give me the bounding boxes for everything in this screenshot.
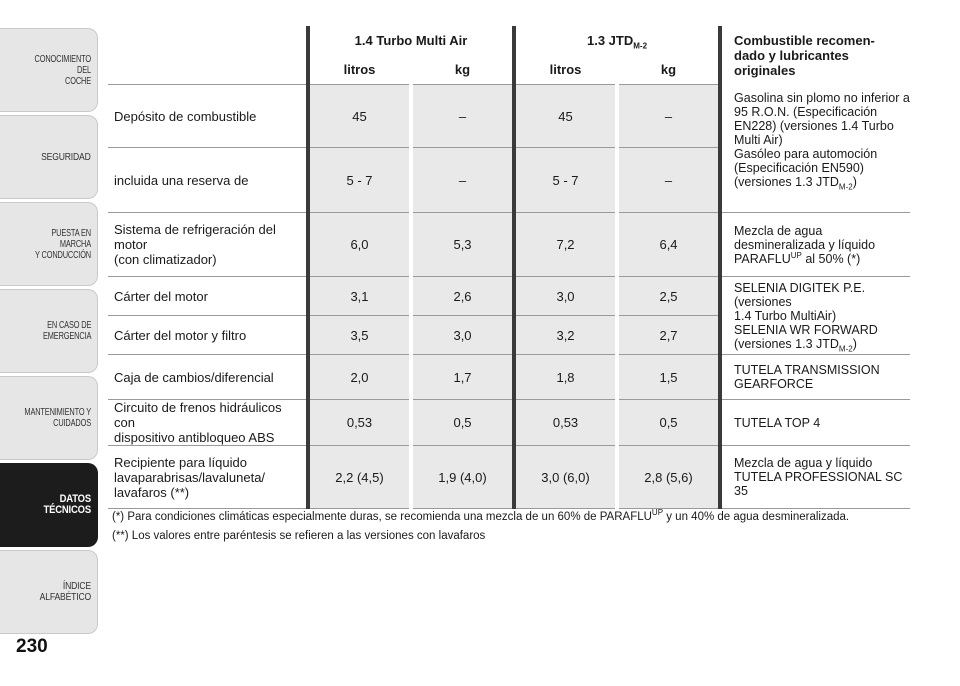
cell-diesel-kg: 1,5 <box>617 355 720 400</box>
tab-label: CONOCIMIENTO DEL COCHE <box>34 53 91 87</box>
cell-petrol-liters: 2,0 <box>308 355 411 400</box>
cell-diesel-liters: 3,0 (6,0) <box>514 446 617 509</box>
footnote-headlamp-washers: (**) Los valores entre paréntesis se refieren a las versiones con lavafaros <box>112 530 486 542</box>
cell-petrol-liters: 45 <box>308 85 411 148</box>
spec-gearbox: TUTELA TRANSMISSION GEARFORCE <box>720 355 910 400</box>
cell-diesel-liters: 1,8 <box>514 355 617 400</box>
row-label: incluida una reserva de <box>108 148 308 213</box>
cell-diesel-liters: 3,0 <box>514 277 617 316</box>
table-row <box>108 446 910 509</box>
cell-diesel-kg: 6,4 <box>617 213 720 277</box>
footnotes <box>112 508 902 546</box>
header-engine-petrol: 1.4 Turbo Multi Air <box>308 26 514 54</box>
row-label: Cárter del motor y filtro <box>108 316 308 355</box>
cell-petrol-kg: 3,0 <box>411 316 514 355</box>
header-unit-liters: litros <box>514 54 617 85</box>
tab-datos-tecnicos[interactable] <box>0 463 98 547</box>
table-row <box>108 85 910 148</box>
tab-en-caso-de-emergencia[interactable] <box>0 289 98 373</box>
header-unit-liters: litros <box>308 54 411 85</box>
header-unit-kg: kg <box>411 54 514 85</box>
row-label: Caja de cambios/diferencial <box>108 355 308 400</box>
cell-petrol-liters: 2,2 (4,5) <box>308 446 411 509</box>
cell-petrol-kg: – <box>411 148 514 213</box>
tab-mantenimiento-y-cuidados[interactable] <box>0 376 98 460</box>
cell-petrol-liters: 5 - 7 <box>308 148 411 213</box>
cell-diesel-kg: – <box>617 148 720 213</box>
row-label: Cárter del motor <box>108 277 308 316</box>
table-row <box>108 277 910 316</box>
tab-label: DATOS TÉCNICOS <box>43 493 91 516</box>
table-row <box>108 400 910 446</box>
tab-conocimiento-del-coche[interactable] <box>0 28 98 112</box>
cell-petrol-kg: 5,3 <box>411 213 514 277</box>
cell-diesel-kg: 0,5 <box>617 400 720 446</box>
cell-diesel-liters: 7,2 <box>514 213 617 277</box>
cell-diesel-liters: 3,2 <box>514 316 617 355</box>
footnote-coolant: (*) Para condiciones climáticas especialmente duras, se recomienda una mezcla de un 60% de $PARAFLU^{UP}$ y un 40% de agua desmineralizada. <box>112 508 850 523</box>
header-unit-kg: kg <box>617 54 720 85</box>
row-label: Depósito de combustible <box>108 85 308 148</box>
row-label: Recipiente para líquido lavaparabrisas/lavaluneta/ lavafaros (**) <box>108 446 308 509</box>
tab-indice-alfabetico[interactable] <box>0 550 98 634</box>
cell-petrol-liters: 3,1 <box>308 277 411 316</box>
tab-label: PUESTA EN MARCHA Y CONDUCCIÓN <box>34 227 91 261</box>
tab-seguridad[interactable] <box>0 115 98 199</box>
tab-label: SEGURIDAD <box>41 151 91 163</box>
cell-petrol-liters: 0,53 <box>308 400 411 446</box>
tab-label: EN CASO DE EMERGENCIA <box>42 320 91 342</box>
header-empty <box>108 26 308 54</box>
header-empty <box>108 54 308 85</box>
cell-diesel-kg: 2,8 (5,6) <box>617 446 720 509</box>
cell-diesel-kg: 2,7 <box>617 316 720 355</box>
cell-diesel-liters: 5 - 7 <box>514 148 617 213</box>
cell-petrol-kg: 0,5 <box>411 400 514 446</box>
capacities-table <box>108 26 910 509</box>
spec-brakes: TUTELA TOP 4 <box>720 400 910 446</box>
table-header-engines <box>108 26 910 54</box>
chapter-tabs <box>0 0 100 686</box>
header-spec: Combustible recomen- dado y lubricantes originales <box>720 26 910 85</box>
cell-diesel-kg: 2,5 <box>617 277 720 316</box>
page-number: 230 <box>16 636 48 657</box>
header-engine-diesel: 1.3 $JTD_{M-2}$ <box>514 26 720 54</box>
cell-petrol-kg: 1,9 (4,0) <box>411 446 514 509</box>
spec-fuel: Gasolina sin plomo no inferior a 95 R.O.N. (Especificación EN228) (versiones 1.4 Turbo Multi Air) Gasóleo para automoción (Especificación EN590) (versiones 1.3 $JTD_{M-2}$) <box>720 85 910 213</box>
tab-label: ÍNDICE ALFABÉTICO <box>39 581 91 603</box>
cell-diesel-liters: 0,53 <box>514 400 617 446</box>
cell-diesel-kg: – <box>617 85 720 148</box>
row-label: Sistema de refrigeración del motor (con climatizador) <box>108 213 308 277</box>
cell-petrol-kg: – <box>411 85 514 148</box>
cell-petrol-kg: 2,6 <box>411 277 514 316</box>
cell-petrol-kg: 1,7 <box>411 355 514 400</box>
spec-coolant: Mezcla de agua desmineralizada y líquido $PARAFLU^{UP}$ al 50% (*) <box>720 213 910 277</box>
cell-petrol-liters: 6,0 <box>308 213 411 277</box>
spec-washer: Mezcla de agua y líquido TUTELA PROFESSIONAL SC 35 <box>720 446 910 509</box>
table-row <box>108 213 910 277</box>
cell-diesel-liters: 45 <box>514 85 617 148</box>
tab-puesta-en-marcha[interactable] <box>0 202 98 286</box>
table-row <box>108 355 910 400</box>
cell-petrol-liters: 3,5 <box>308 316 411 355</box>
tab-label: MANTENIMIENTO Y CUIDADOS <box>24 407 92 429</box>
row-label: Circuito de frenos hidráulicos con dispositivo antibloqueo ABS <box>108 400 308 446</box>
spec-oil: SELENIA DIGITEK P.E. (versiones 1.4 Turbo MultiAir) SELENIA WR FORWARD (versiones 1.3 $JTD_{M-2}$) <box>720 277 910 355</box>
